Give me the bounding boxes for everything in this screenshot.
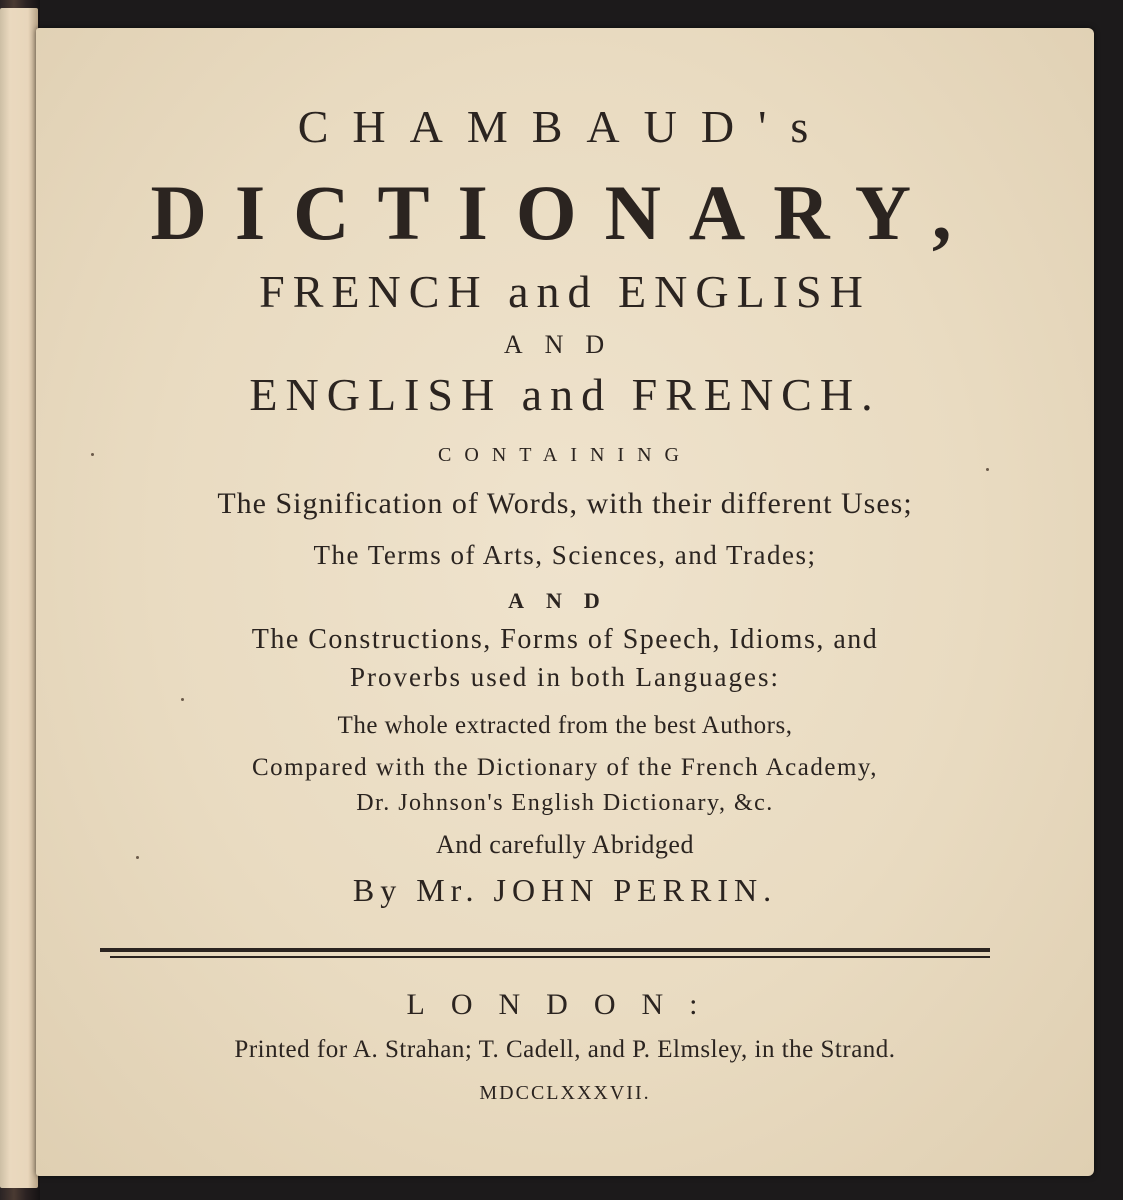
contents-line-4: Proverbs used in both Languages: — [350, 662, 780, 692]
contents-line-2: The Terms of Arts, Sciences, and Trades; — [313, 540, 817, 570]
title-page — [36, 28, 1094, 1176]
contents-line-1: The Signification of Words, with their different Uses; — [217, 487, 913, 520]
abridged-line: And carefully Abridged — [436, 830, 694, 859]
main-title: DICTIONARY, — [150, 169, 980, 256]
contents-and: AND — [508, 588, 622, 613]
sources-line-2: Compared with the Dictionary of the French Academy, — [251, 754, 879, 781]
editor-line: By Mr. JOHN PERRIN. — [352, 872, 778, 908]
sources-line-1: The whole extracted from the best Authors, — [337, 712, 793, 739]
imprint-city: LONDON: — [406, 988, 724, 1021]
subtitle-english-french: ENGLISH and FRENCH. — [249, 369, 881, 420]
imprint-printers: Printed for A. Strahan; T. Cadell, and P. Elmsley, in the Strand. — [234, 1036, 896, 1063]
author-name-line: CHAMBAUD's — [297, 101, 833, 152]
subtitle-french-english: FRENCH and ENGLISH — [259, 266, 871, 317]
imprint-year: MDCCLXXXVII. — [479, 1082, 651, 1104]
double-rule-thin — [110, 956, 990, 958]
sources-line-3: Dr. Johnson's English Dictionary, &c. — [356, 790, 774, 816]
contents-line-3: The Constructions, Forms of Speech, Idioms, and — [251, 624, 879, 655]
paper-speck — [986, 468, 989, 471]
containing-label: CONTAINING — [438, 444, 692, 466]
paper-speck — [181, 698, 184, 701]
subtitle-and: AND — [503, 330, 627, 359]
paper-speck — [91, 453, 94, 456]
paper-speck — [136, 856, 139, 859]
facing-page-edge — [0, 8, 38, 1188]
double-rule-thick — [100, 948, 990, 952]
